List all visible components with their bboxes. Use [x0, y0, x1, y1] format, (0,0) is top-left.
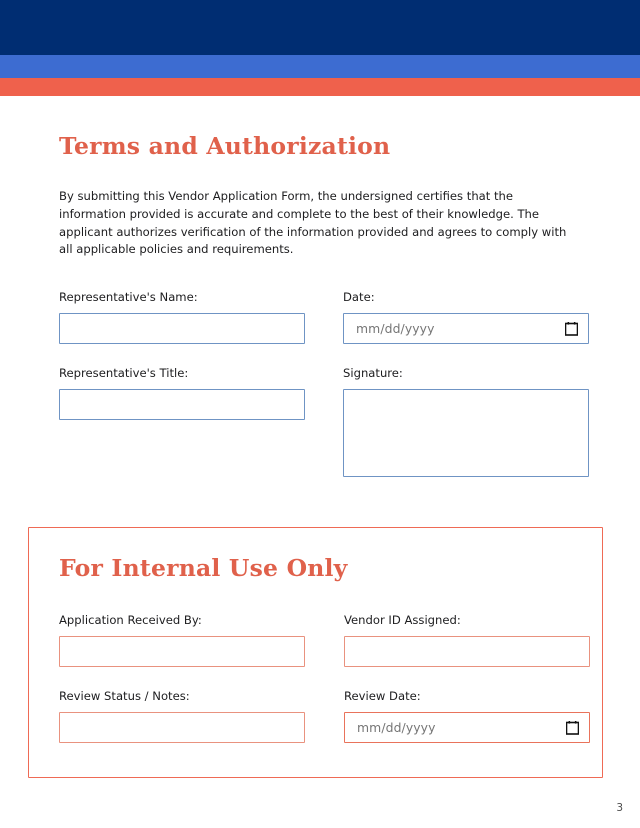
review-date-label: Review Date: — [344, 689, 421, 704]
vendor-id-assigned-input[interactable] — [344, 636, 590, 667]
field-date — [343, 290, 589, 344]
review-date-input[interactable] — [344, 712, 590, 743]
row-spacer — [59, 344, 305, 366]
field-representative-title — [59, 366, 305, 477]
page-number: 3 — [616, 802, 623, 814]
row-spacer — [343, 344, 589, 366]
representative-title-input[interactable] — [59, 389, 305, 420]
signature-input[interactable] — [343, 389, 589, 477]
calendar-icon[interactable] — [566, 721, 579, 735]
internal-use-section — [28, 527, 603, 778]
row-spacer — [305, 667, 344, 689]
date-placeholder-text: mm/dd/yyyy — [356, 321, 435, 337]
terms-and-authorization-section — [0, 96, 640, 477]
header-band-blue — [0, 55, 640, 78]
calendar-icon[interactable] — [565, 322, 578, 336]
vendor-id-assigned-label: Vendor ID Assigned: — [344, 613, 461, 628]
page-title: Terms and Authorization — [59, 132, 391, 160]
row-spacer — [344, 667, 590, 689]
application-received-by-input[interactable] — [59, 636, 305, 667]
review-date-placeholder-text: mm/dd/yyyy — [357, 720, 436, 736]
header-band-navy — [0, 0, 640, 55]
terms-paragraph: By submitting this Vendor Application Form, the undersigned certifies that the information provided is accurate and complete to the best of their knowledge. The applicant authorizes verification of the information provided and agrees to comply with all applicable policies and requirements. — [59, 189, 567, 257]
review-status-notes-input[interactable] — [59, 712, 305, 743]
date-input-wrapper[interactable] — [343, 313, 589, 344]
column-spacer — [305, 290, 343, 344]
representative-name-label: Representative's Name: — [59, 290, 198, 305]
row-spacer — [59, 667, 305, 689]
signature-label: Signature: — [343, 366, 403, 381]
terms-form-grid — [59, 290, 590, 477]
field-signature — [343, 366, 589, 477]
application-received-by-label: Application Received By: — [59, 613, 202, 628]
date-input[interactable] — [343, 313, 589, 344]
internal-form-grid — [59, 613, 572, 743]
review-date-input-wrapper[interactable] — [344, 712, 590, 743]
field-review-date — [344, 689, 590, 743]
page-header-bands — [0, 0, 640, 96]
header-band-coral — [0, 78, 640, 96]
page-body — [0, 96, 640, 778]
field-application-received-by — [59, 613, 305, 667]
column-spacer — [305, 689, 344, 743]
internal-use-title: For Internal Use Only — [59, 554, 348, 583]
representative-title-label: Representative's Title: — [59, 366, 189, 381]
row-spacer — [305, 344, 343, 366]
column-spacer — [305, 366, 343, 477]
field-representative-name — [59, 290, 305, 344]
date-label: Date: — [343, 290, 375, 305]
representative-name-input[interactable] — [59, 313, 305, 344]
field-review-status-notes — [59, 689, 305, 743]
column-spacer — [305, 613, 344, 667]
review-status-notes-label: Review Status / Notes: — [59, 689, 190, 704]
field-vendor-id-assigned — [344, 613, 590, 667]
